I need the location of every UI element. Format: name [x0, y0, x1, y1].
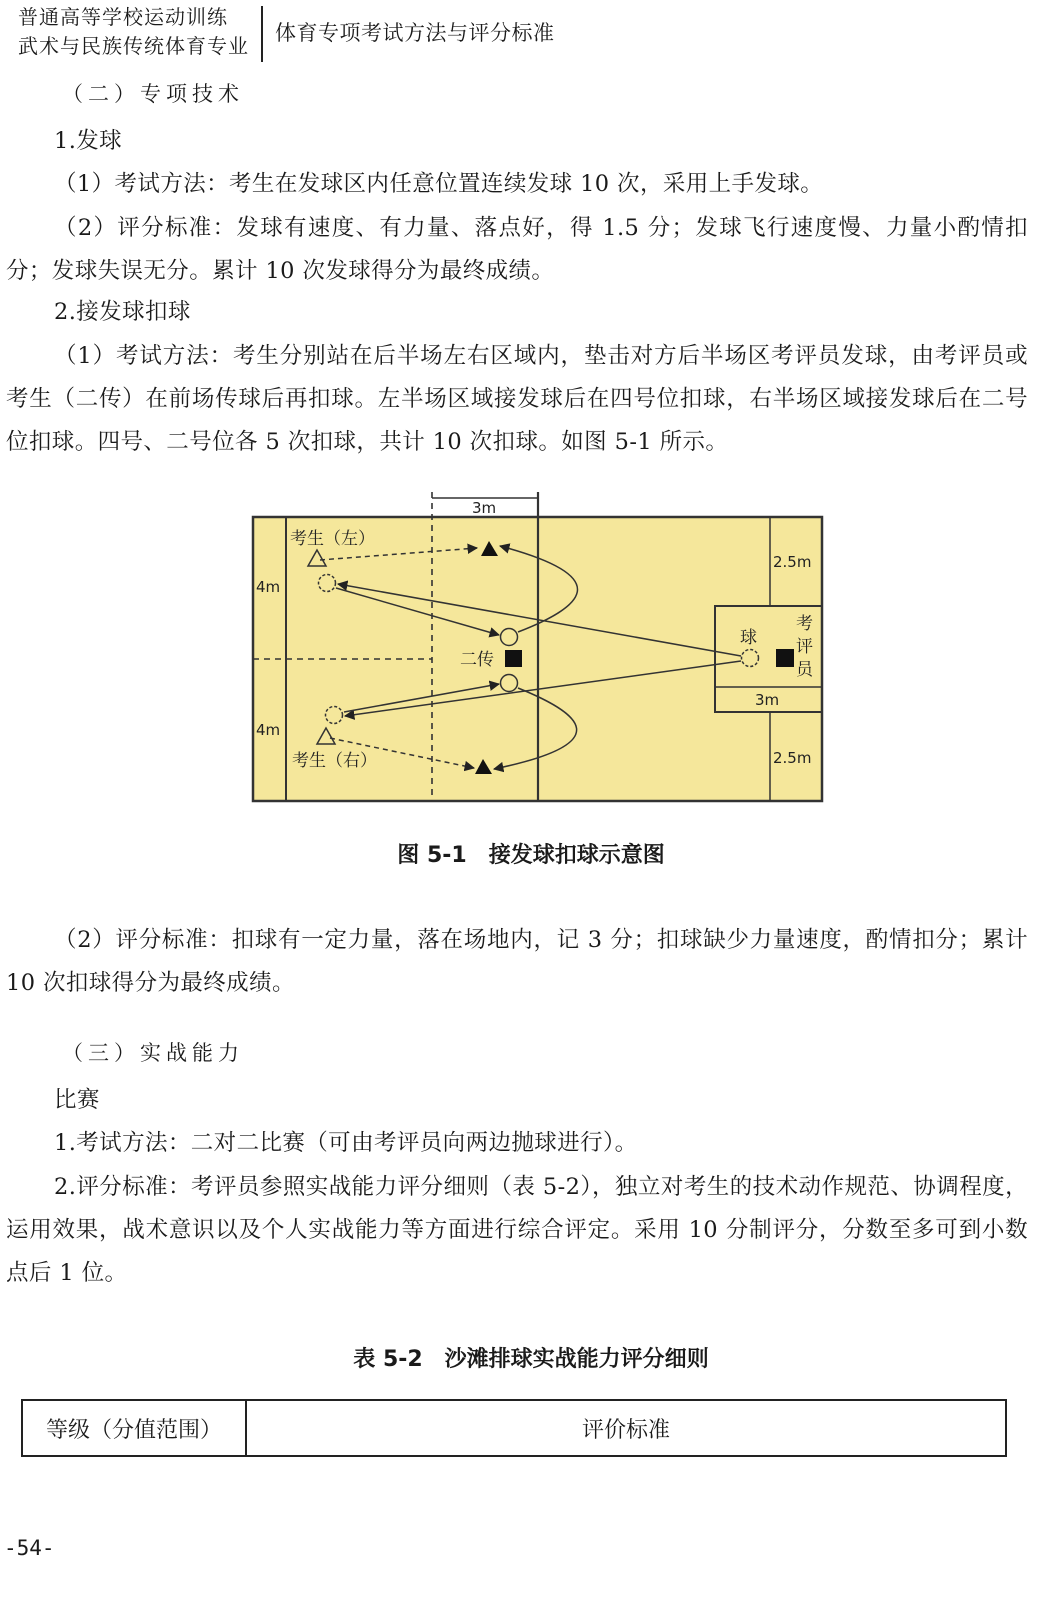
section3-subtitle: 比赛: [54, 1087, 100, 1113]
page-header: [18, 2, 555, 62]
table-header-level: 等级（分值范围）: [22, 1400, 246, 1456]
label-setter: 二传: [460, 650, 494, 670]
dim-left-lower: 4m: [256, 721, 281, 739]
figure-caption: 图 5-1 接发球扣球示意图: [397, 843, 665, 868]
serve-scoring: （2）评分标准：发球有速度、有力量、落点好，得 1.5 分；发球飞行速度慢、力量小酌情扣分；发球失误无分。累计 10 次发球得分为最终成绩。: [6, 215, 1028, 284]
label-student-left: 考生（左）: [290, 529, 375, 549]
receive-title: 2.接发球扣球: [54, 299, 191, 325]
dim-box-width: 3m: [755, 691, 780, 709]
page-number: -54-: [4, 1536, 55, 1560]
label-examiner-2: 评: [796, 637, 813, 657]
dim-left-upper: 4m: [256, 578, 281, 596]
serve-title: 1.发球: [54, 128, 123, 154]
label-examiner-1: 考: [796, 614, 813, 634]
label-ball: 球: [740, 628, 757, 648]
match-scoring: 2.评分标准：考评员参照实战能力评分细则（表 5-2），独立对考生的技术动作规范、协调程度，运用效果，战术意识以及个人实战能力等方面进行综合评定。采用 10 分制评分，分数至多可到小数点后 1 位。: [6, 1174, 1028, 1286]
setter-marker: [505, 650, 522, 667]
header-left-block: [18, 2, 249, 62]
receive-method: （1）考试方法：考生分别站在后半场左右区域内，垫击对方后半场区考评员发球，由考评员或考生（二传）在前场传球后再扣球。左半场区域接发球后在四号位扣球，右半场区域接发球后在二号位扣球。四号、二号位各 5 次扣球，共计 10 次扣球。如图 5-1 所示。: [6, 343, 1028, 455]
label-student-right: 考生（右）: [292, 751, 377, 771]
dim-top-width: 3m: [472, 499, 497, 517]
table-caption: 表 5-2 沙滩排球实战能力评分细则: [353, 1347, 709, 1372]
section3-heading: （三）实战能力: [62, 1041, 244, 1065]
dim-right-upper: 2.5m: [773, 553, 812, 571]
header-divider: [261, 6, 263, 62]
header-left-line1: 普通高等学校运动训练: [18, 5, 228, 29]
table-header-criteria: 评价标准: [246, 1400, 1006, 1456]
match-method: 1.考试方法：二对二比赛（可由考评员向两边抛球进行）。: [54, 1130, 638, 1156]
header-right-title: 体育专项考试方法与评分标准: [275, 21, 555, 45]
dim-right-lower: 2.5m: [773, 749, 812, 767]
serve-method: （1）考试方法：考生在发球区内任意位置连续发球 10 次，采用上手发球。: [54, 171, 824, 197]
table-header-row: [22, 1400, 1006, 1456]
court-diagram: [250, 488, 826, 806]
header-left-line2: 武术与民族传统体育专业: [18, 34, 249, 58]
receive-scoring: （2）评分标准：扣球有一定力量，落在场地内，记 3 分；扣球缺少力量速度，酌情扣分；累计 10 次扣球得分为最终成绩。: [6, 927, 1028, 996]
label-examiner-3: 员: [796, 660, 813, 680]
examiner-marker: [776, 649, 794, 667]
section2-heading: （二）专项技术: [62, 82, 244, 106]
score-table: [21, 1399, 1007, 1457]
